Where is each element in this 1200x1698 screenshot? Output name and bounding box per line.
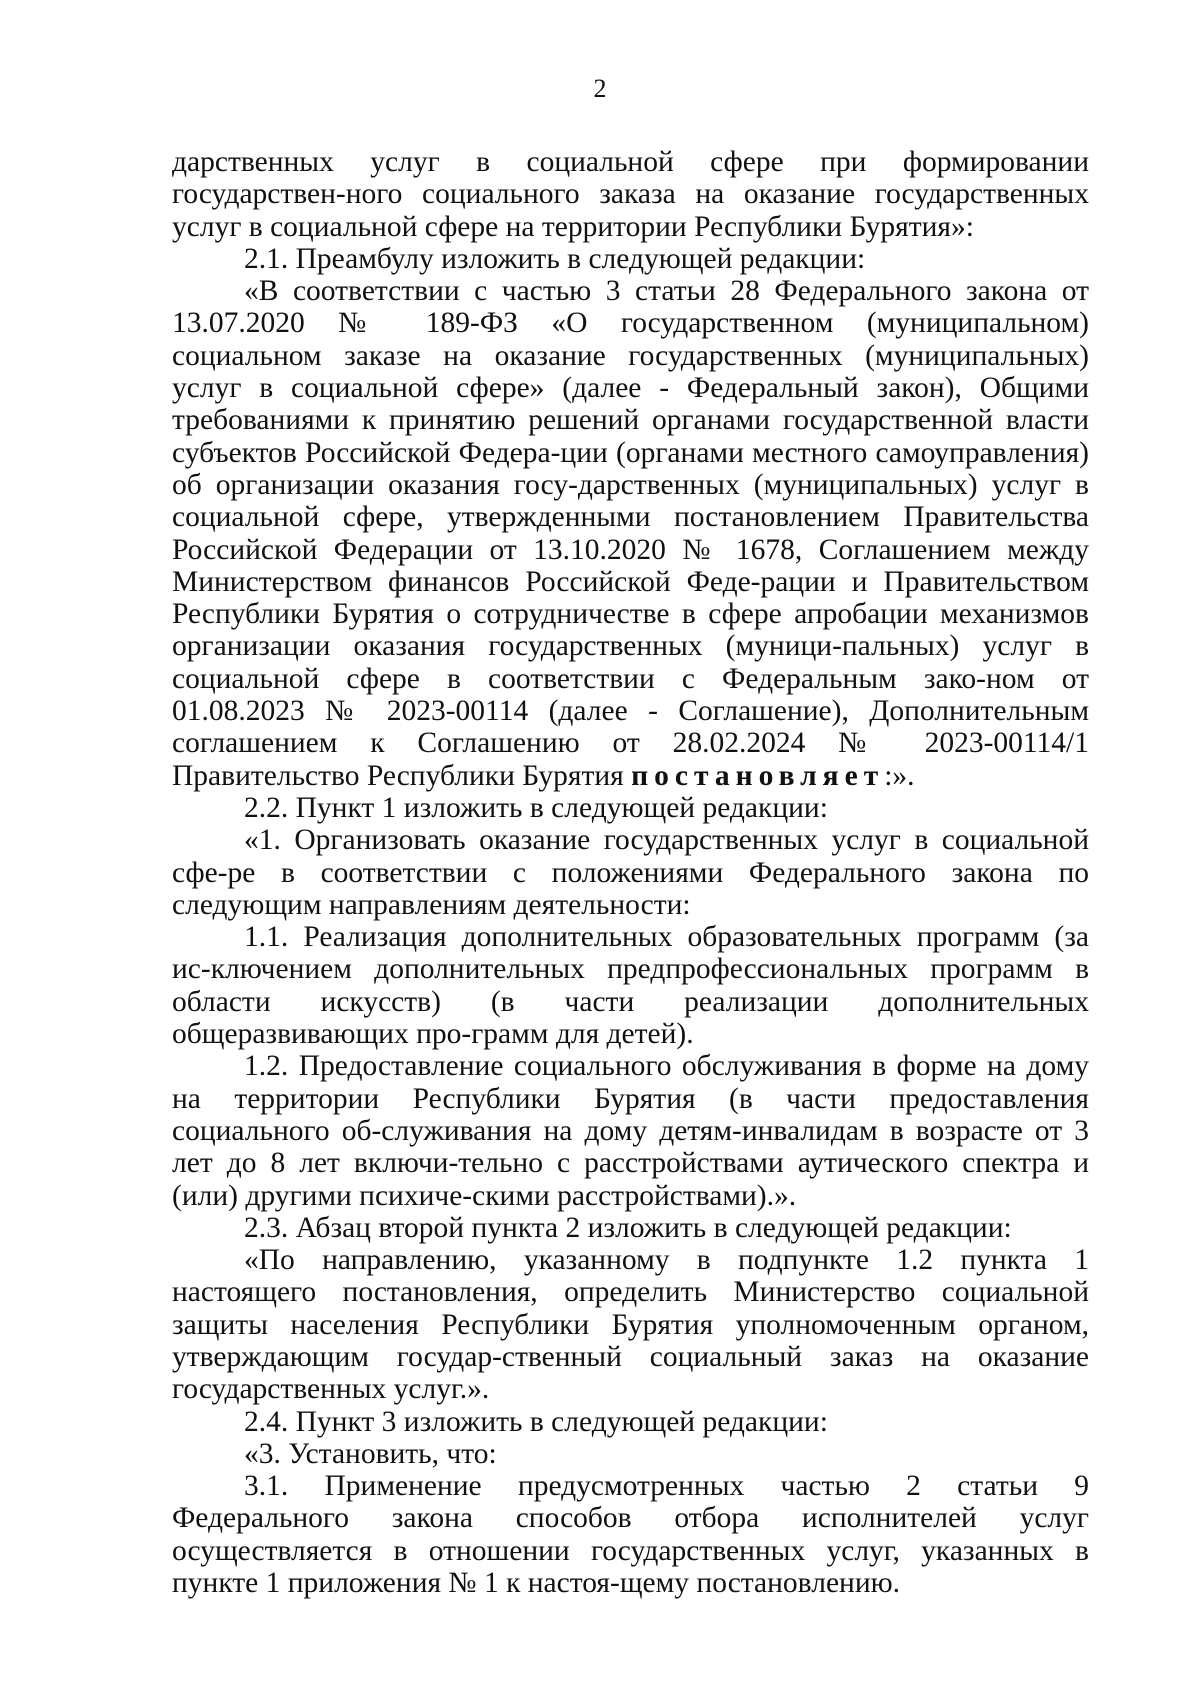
paragraph-2-2: 2.2. Пункт 1 изложить в следующей редакции: (244, 791, 828, 824)
paragraph-item-1-2: 1.2. Предоставление социального обслуживания в форме на дому на территории Республики Бурятия (в части предоставления социального об-служивания на дому детям-инвалидам в возрасте от 3 лет до 8 лет включи-тельно с расстройствами аутического спектра и (или) другими психиче-скими расстройствами).». (172, 1050, 1089, 1212)
preamble-text: «В соответствии с частью 3 статьи 28 Федерального закона от 13.07.2020 № 189-ФЗ «О государственном (муниципальном) социальном заказе на оказание государственных (муниципальных) услуг в социальной сфере» (далее - Федеральный закон), Общими требованиями к принятию решений органами государственной власти субъектов Российской Федера-ции (органами местного самоуправления) об организации оказания госу-дарственных (муниципальных) услуг в социальной сфере, утвержденными постановлением Правительства Российской Федерации от 13.10.2020 № 1678, Соглашением между Министерством финансов Российской Феде-рации и Правительством Республики Бурятия о сотрудничестве в сфере апробации механизмов организации оказания государственных (муници-пальных) услуг в социальной сфере в соответствии с Федеральным зако-ном от 01.08.2023 № 2023-00114 (далее - Соглашение), Дополнительным соглашением к Соглашению от 28.02.2024 № 2023-00114/1 Правительство Республики Бурятия (172, 275, 1089, 792)
paragraph-2-3: 2.3. Абзац второй пункта 2 изложить в следующей редакции: (244, 1211, 1012, 1244)
document-body (172, 146, 1089, 1599)
paragraph-item-1-1: 1.1. Реализация дополнительных образовательных программ (за ис-ключением дополнительных предпрофессиональных программ в области искусств) (в части реализации дополнительных общеразвивающих про-грамм для детей). (172, 921, 1089, 1051)
paragraph-preamble (172, 275, 1089, 792)
paragraph-2-1: 2.1. Преамбулу изложить в следующей редакции: (244, 242, 866, 275)
paragraph-continuation: дарственных услуг в социальной сфере при формировании государствен-ного социального заказа на оказание государственных услуг в социальной сфере на территории Республики Бурятия»: (172, 146, 1089, 243)
preamble-tail: :». (884, 759, 915, 792)
page-number: 2 (593, 74, 607, 103)
paragraph-item-3-1: 3.1. Применение предусмотренных частью 2 статьи 9 Федерального закона способов отбора исполнителей услуг осуществляется в отношении государственных услуг, указанных в пункте 1 приложения № 1 к настоя-щему постановлению. (172, 1470, 1089, 1600)
paragraph-item-1: «1. Организовать оказание государственных услуг в социальной сфе-ре в соответствии с положениями Федерального закона по следующим направлениям деятельности: (172, 824, 1089, 921)
paragraph-2-4: 2.4. Пункт 3 изложить в следующей редакции: (244, 1405, 828, 1438)
paragraph-item-2: «По направлению, указанному в подпункте 1.2 пункта 1 настоящего постановления, определить Министерство социальной защиты населения Республики Бурятия уполномоченным органом, утверждающим государ-ственный социальный заказ на оказание государственных услуг.». (172, 1244, 1089, 1406)
preamble-emphasis: постановляет (631, 759, 885, 792)
paragraph-item-3: «3. Установить, что: (244, 1437, 497, 1470)
